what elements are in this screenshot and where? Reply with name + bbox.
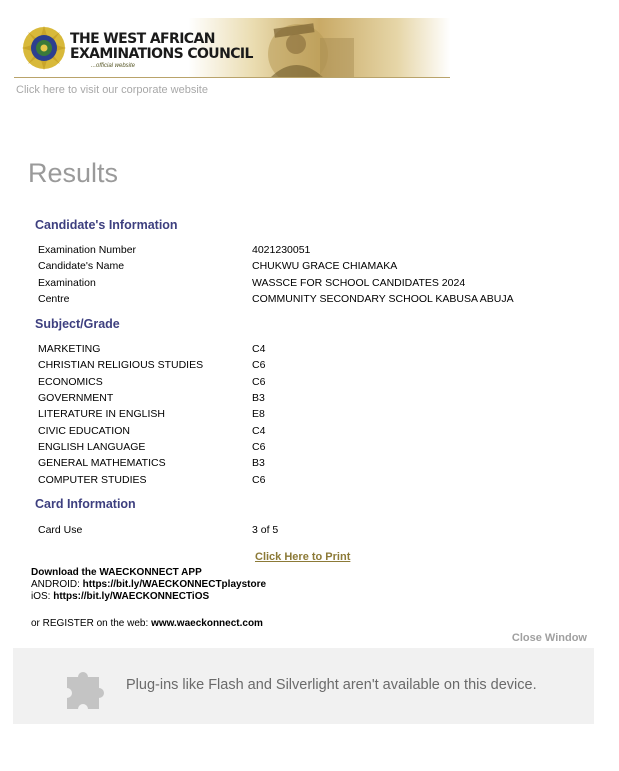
waec-seal-icon — [22, 26, 66, 70]
subject-name: MARKETING — [38, 343, 101, 355]
candidate-field-row — [38, 276, 598, 290]
plugin-message: Plug-ins like Flash and Silverlight aren't available on this device. — [126, 677, 537, 693]
field-label: Examination Number — [38, 244, 137, 256]
ios-label: iOS: — [31, 591, 54, 602]
plugin-unavailable-notice — [13, 648, 594, 724]
candidate-field-row — [38, 259, 598, 273]
graduate-image — [250, 18, 390, 78]
subject-name: COMPUTER STUDIES — [38, 474, 147, 486]
field-label: Examination — [38, 277, 96, 289]
subject-grade: C6 — [252, 474, 266, 486]
subject-name: GOVERNMENT — [38, 392, 114, 404]
field-value: CHUKWU GRACE CHIAMAKA — [252, 260, 398, 272]
tagline: ...official website — [91, 63, 136, 69]
card-use-label: Card Use — [38, 524, 83, 536]
subject-grade: C6 — [252, 441, 266, 453]
subject-grade: B3 — [252, 457, 265, 469]
puzzle-piece-icon — [61, 661, 111, 711]
subject-grade: B3 — [252, 392, 265, 404]
ios-link[interactable]: https://bit.ly/WAECKONNECTiOS — [53, 591, 210, 602]
app-title: Download the WAECKONNECT APP — [31, 567, 202, 578]
card-info-heading: Card Information — [35, 497, 136, 511]
field-value: 4021230051 — [252, 244, 311, 256]
subject-grade: C4 — [252, 425, 266, 437]
register-label: or REGISTER on the web: — [31, 618, 152, 629]
print-link[interactable]: Click Here to Print — [255, 551, 351, 563]
grade-row — [38, 342, 598, 356]
grade-row — [38, 358, 598, 372]
grade-row — [38, 440, 598, 454]
candidate-field-row — [38, 292, 598, 306]
grade-row — [38, 424, 598, 438]
field-label: Centre — [38, 293, 70, 305]
candidate-field-row — [38, 243, 598, 257]
subject-name: CHRISTIAN RELIGIOUS STUDIES — [38, 359, 204, 371]
subject-name: ENGLISH LANGUAGE — [38, 441, 146, 453]
field-value: WASSCE FOR SCHOOL CANDIDATES 2024 — [252, 277, 466, 289]
field-label: Candidate's Name — [38, 260, 125, 272]
subject-name: LITERATURE IN ENGLISH — [38, 408, 165, 420]
card-use-row — [38, 523, 598, 537]
grade-row — [38, 391, 598, 405]
grade-row — [38, 407, 598, 421]
android-label: ANDROID: — [31, 579, 83, 590]
subject-name: CIVIC EDUCATION — [38, 425, 130, 437]
corporate-website-link[interactable]: Click here to visit our corporate website — [16, 84, 208, 96]
android-link[interactable]: https://bit.ly/WAECKONNECTplaystore — [82, 579, 267, 590]
grade-row — [38, 473, 598, 487]
subject-grade: C4 — [252, 343, 266, 355]
close-window-link[interactable]: Close Window — [511, 632, 587, 644]
register-link[interactable]: www.waeckonnect.com — [151, 618, 263, 629]
field-value: COMMUNITY SECONDARY SCHOOL KABUSA ABUJA — [252, 293, 514, 305]
card-use-value: 3 of 5 — [252, 524, 279, 536]
subject-name: GENERAL MATHEMATICS — [38, 457, 166, 469]
grade-row — [38, 375, 598, 389]
app-download-info — [31, 567, 266, 603]
waec-banner[interactable] — [14, 18, 450, 78]
subject-grade: E8 — [252, 408, 265, 420]
grade-row — [38, 456, 598, 470]
register-info — [31, 618, 263, 629]
page-title: Results — [28, 158, 119, 188]
subject-grade: C6 — [252, 376, 266, 388]
subject-grade: C6 — [252, 359, 266, 371]
subject-grade-heading: Subject/Grade — [35, 317, 120, 331]
subject-name: ECONOMICS — [38, 376, 103, 388]
org-name: THE WEST AFRICAN EXAMINATIONS COUNCIL — [70, 31, 253, 62]
candidate-info-heading: Candidate's Information — [35, 218, 178, 232]
